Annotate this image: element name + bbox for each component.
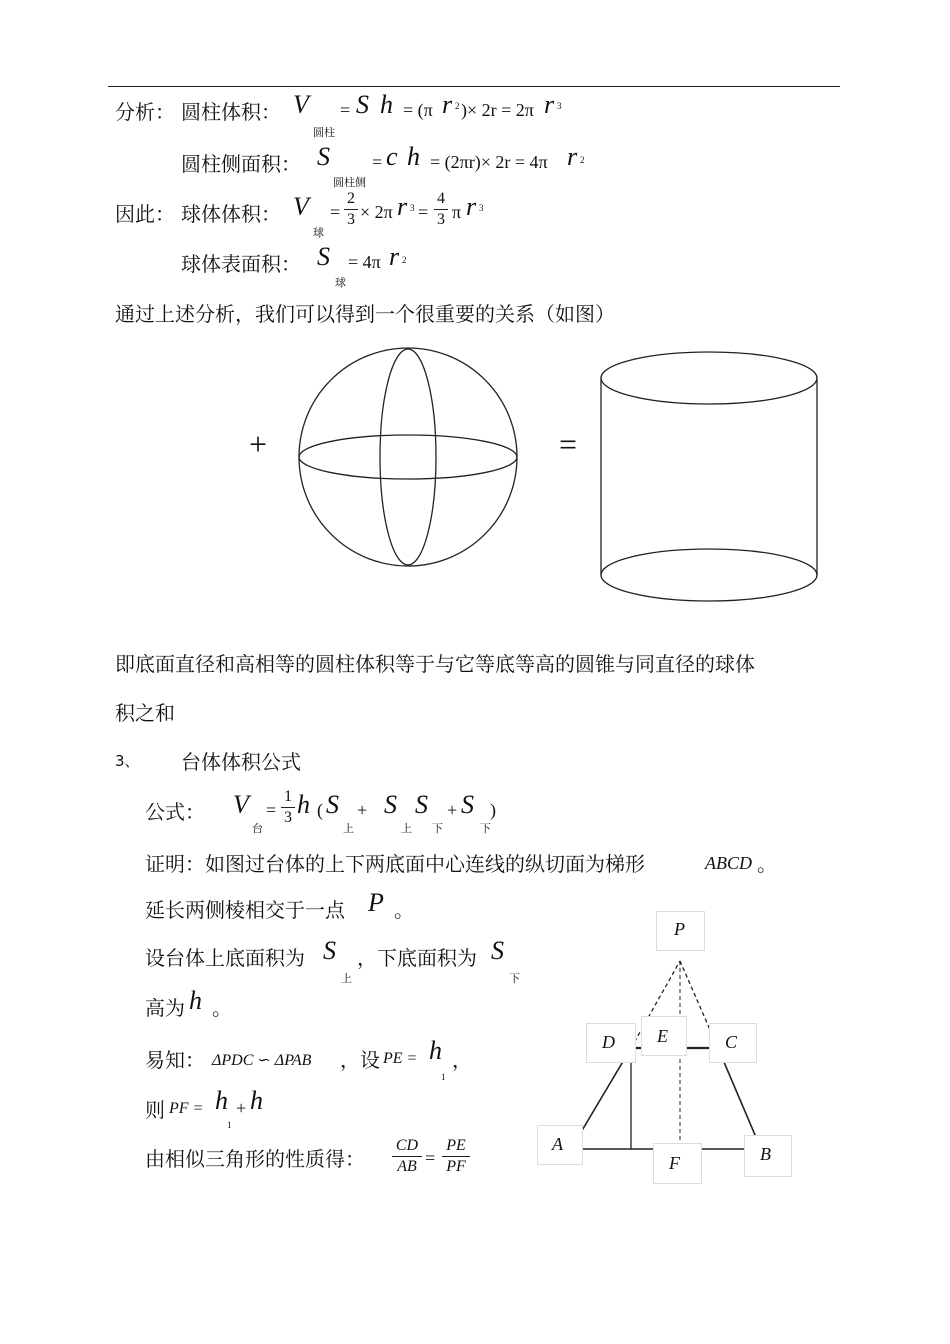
open-paren: ( xyxy=(317,800,323,820)
var-V: V xyxy=(233,790,249,819)
conclusion-line1: 即底面直径和高相等的圆柱体积等于与它等底等高的圆锥与同直径的球体 xyxy=(115,652,755,676)
cyl-volume-label: 圆柱体积： xyxy=(181,100,281,124)
proof-line2: 延长两侧棱相交于一点 xyxy=(145,898,345,922)
var-h: h xyxy=(189,986,202,1015)
sub-sphere: 球 xyxy=(335,276,346,289)
equals-sign: = xyxy=(266,800,277,820)
sub-cylinder-side: 圆柱侧 xyxy=(333,176,366,189)
formula-rhs: )× 2r = 2π xyxy=(461,100,534,120)
var-S: S xyxy=(356,90,369,119)
point-label-B: B xyxy=(760,1144,771,1164)
var-r: r xyxy=(389,242,400,271)
section-number: 3、 xyxy=(115,752,140,770)
var-S: S xyxy=(415,790,428,819)
pe-equals: PE = xyxy=(383,1050,418,1067)
proof-line3-b: ，下底面积为 xyxy=(357,946,477,970)
fraction-denominator: 3 xyxy=(284,809,292,826)
sub-lower: 下 xyxy=(480,822,491,835)
proof-line5: 易知： xyxy=(145,1048,205,1072)
comma: ， xyxy=(452,1048,472,1072)
fraction-denominator: 3 xyxy=(347,211,355,228)
var-r: r xyxy=(567,142,578,171)
var-S: S xyxy=(317,242,330,271)
sphere-equator xyxy=(299,435,517,479)
fraction-cd-ab xyxy=(392,1137,422,1176)
var-S: S xyxy=(326,790,339,819)
sphere-meridian xyxy=(380,349,436,565)
formula-label: 公式： xyxy=(145,800,205,824)
var-S: S xyxy=(317,142,330,171)
subscript-one: 1 xyxy=(227,1120,232,1130)
fraction-numerator: CD xyxy=(395,1137,419,1154)
formula-rhs: = (π xyxy=(403,100,433,120)
fraction-pe-pf xyxy=(442,1137,470,1176)
sub-cylinder: 圆柱 xyxy=(313,126,335,139)
sphere-outline xyxy=(299,348,517,566)
conclusion-line2: 积之和 xyxy=(115,701,175,725)
fraction-one-third xyxy=(281,788,295,827)
fraction-numerator: PE xyxy=(446,1137,466,1154)
equals-sign: = xyxy=(330,202,341,222)
pi-symbol: π xyxy=(452,202,462,222)
point-label-A: A xyxy=(552,1134,563,1154)
analysis-label: 分析： xyxy=(115,100,175,124)
exponent: 2 xyxy=(455,101,460,111)
var-V: V xyxy=(293,90,309,119)
equals-sign: = xyxy=(340,100,351,120)
var-r: r xyxy=(442,90,453,119)
var-c: c xyxy=(386,142,398,171)
similar-triangles: ΔPDC ∽ ΔPAB xyxy=(212,1052,312,1069)
var-S: S xyxy=(491,936,504,965)
equals-sign-large: = xyxy=(559,426,578,462)
var-S: S xyxy=(461,790,474,819)
var-V: V xyxy=(293,192,309,221)
sub-upper: 上 xyxy=(341,972,352,985)
point-label-E: E xyxy=(657,1026,668,1046)
equals-sign: = xyxy=(372,152,383,172)
var-h: h xyxy=(215,1086,228,1115)
point-label-D: D xyxy=(602,1032,615,1052)
exponent: 3 xyxy=(479,203,484,213)
section-title: 台体体积公式 xyxy=(181,750,301,774)
therefore-label: 因此： xyxy=(115,202,175,226)
var-S: S xyxy=(323,936,336,965)
var-r: r xyxy=(544,90,555,119)
point-label-C: C xyxy=(725,1032,738,1052)
proof-line5-b: ，设 xyxy=(340,1048,380,1072)
cylinder-top xyxy=(601,352,817,404)
sub-upper: 上 xyxy=(401,822,412,835)
trapezoid-name: ABCD xyxy=(705,853,752,873)
period: 。 xyxy=(757,852,777,876)
point-label-P: P xyxy=(674,919,685,939)
fraction-numerator: 2 xyxy=(347,190,355,207)
cylinder-bottom xyxy=(601,549,817,601)
var-h: h xyxy=(429,1036,442,1065)
sub-lower: 下 xyxy=(509,972,520,985)
sphere-cylinder-figure xyxy=(0,0,950,640)
sub-lower: 下 xyxy=(432,822,443,835)
exponent: 2 xyxy=(580,155,585,165)
pf-equals: PF = xyxy=(169,1100,204,1117)
proof-line6: 则 xyxy=(145,1098,165,1122)
var-r: r xyxy=(466,192,477,221)
proof-line7: 由相似三角形的性质得： xyxy=(145,1147,365,1171)
var-S: S xyxy=(384,790,397,819)
proof-line3: 设台体上底面积为 xyxy=(145,946,305,970)
var-h: h xyxy=(407,142,420,171)
exponent: 3 xyxy=(557,101,562,111)
exponent: 3 xyxy=(410,203,415,213)
plus-sign: + xyxy=(447,800,458,820)
sub-sphere: 球 xyxy=(313,226,324,239)
proof-line4: 高为 xyxy=(145,996,185,1020)
cyl-side-label: 圆柱侧面积： xyxy=(181,152,301,176)
plus-sign: + xyxy=(236,1098,247,1118)
formula-rhs: = (2πr)× 2r = 4π xyxy=(430,152,548,172)
relation-text: 通过上述分析，我们可以得到一个很重要的关系（如图） xyxy=(115,302,615,326)
plus-sign: + xyxy=(357,800,368,820)
sub-upper: 上 xyxy=(343,822,354,835)
period: 。 xyxy=(212,996,232,1020)
fraction-numerator: 1 xyxy=(284,788,292,805)
close-paren: ) xyxy=(490,800,496,820)
var-h: h xyxy=(297,790,310,819)
leg-BC xyxy=(718,1048,761,1149)
formula-mid: × 2π xyxy=(360,202,393,222)
equals-sign: = xyxy=(418,202,429,222)
point-label-F: F xyxy=(669,1153,680,1173)
fraction-denominator: 3 xyxy=(437,211,445,228)
fraction-denominator: AB xyxy=(397,1158,417,1175)
proof-line1: 证明：如图过台体的上下两底面中心连线的纵切面为梯形 xyxy=(145,852,645,876)
fraction-numerator: 4 xyxy=(437,190,445,207)
sphere-volume-label: 球体体积： xyxy=(181,202,281,226)
var-h: h xyxy=(250,1086,263,1115)
exponent: 2 xyxy=(402,255,407,265)
point-P: P xyxy=(368,888,384,917)
subscript-one: 1 xyxy=(441,1072,446,1082)
fraction-denominator: PF xyxy=(446,1158,466,1175)
plus-sign: + xyxy=(249,426,268,462)
equals-sign: = xyxy=(425,1148,436,1168)
sub-frustum: 台 xyxy=(252,822,263,835)
sphere-area-label: 球体表面积： xyxy=(181,252,301,276)
var-h: h xyxy=(380,90,393,119)
var-r: r xyxy=(397,192,408,221)
period: 。 xyxy=(394,898,414,922)
formula-rhs: = 4π xyxy=(348,252,381,272)
